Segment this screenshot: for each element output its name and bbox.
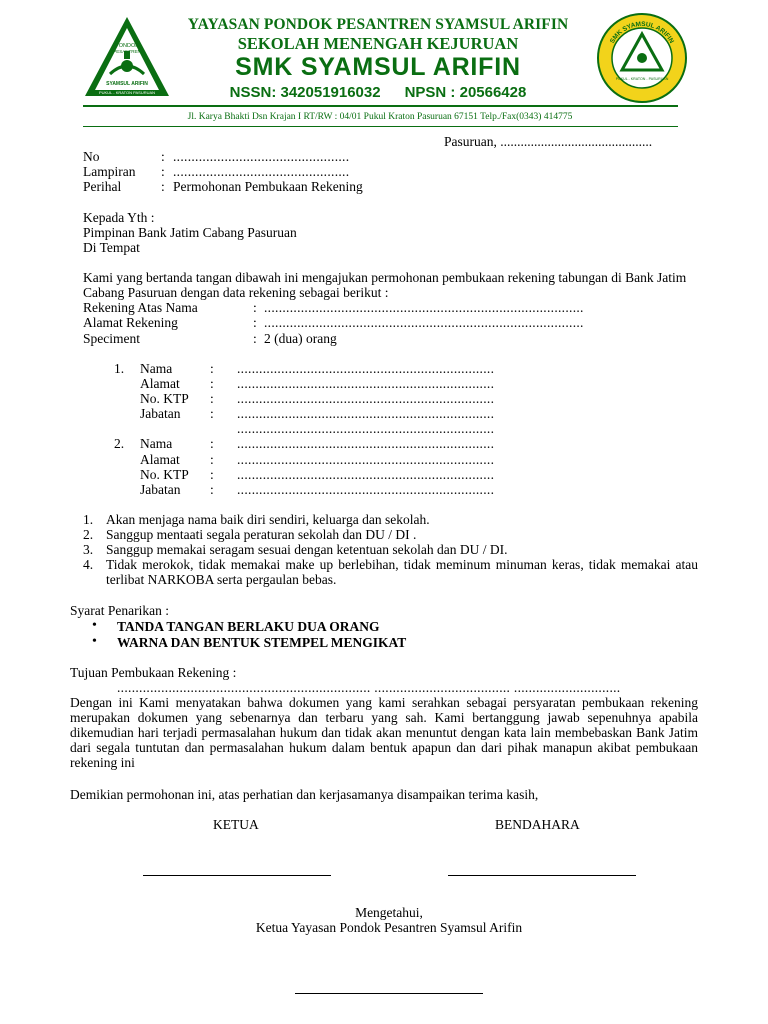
account-value-speciment: 2 (dua) orang bbox=[264, 331, 337, 346]
commitment-text: Sanggup memakai seragam sesuai dengan ketentuan sekolah dan DU / DI. bbox=[106, 542, 508, 557]
commitment-text: Sanggup mentaati segala peraturan sekolah dan DU / DI . bbox=[106, 527, 417, 542]
signatory-value: ...................................................................... bbox=[237, 452, 495, 467]
signatory-label: Alamat bbox=[140, 452, 180, 467]
signatory-label: Jabatan bbox=[140, 406, 181, 421]
signatory-value: ...................................................................... bbox=[237, 376, 495, 391]
signatory-sep: : bbox=[210, 391, 214, 406]
recipient-line-2: Pimpinan Bank Jatim Cabang Pasuruan bbox=[83, 225, 297, 240]
signatory-label: Nama bbox=[140, 436, 173, 451]
withdrawal-title: Syarat Penarikan : bbox=[70, 603, 169, 618]
signatory-sep: : bbox=[210, 376, 214, 391]
account-sep: : bbox=[253, 315, 257, 330]
signatory-label: Nama bbox=[140, 361, 173, 376]
field-value-no: ................................................ bbox=[173, 149, 350, 164]
bullet-icon: • bbox=[92, 634, 97, 649]
svg-text:SYAMSUL ARIFIN: SYAMSUL ARIFIN bbox=[106, 81, 148, 87]
field-sep: : bbox=[161, 149, 165, 164]
svg-text:PONDOK: PONDOK bbox=[115, 43, 139, 49]
signatory-sep: : bbox=[210, 436, 214, 451]
commitment-number: 1. bbox=[83, 512, 94, 527]
account-label-address: Alamat Rekening bbox=[83, 315, 178, 330]
letterhead-rule-bottom bbox=[83, 126, 678, 127]
signatory-value: ...................................................................... bbox=[237, 482, 495, 497]
letterhead-rule-top bbox=[83, 105, 678, 107]
account-label-name: Rekening Atas Nama bbox=[83, 300, 198, 315]
acknowledgement-label: Mengetahui, bbox=[355, 905, 423, 920]
commitment-number: 2. bbox=[83, 527, 94, 542]
recipient-line-1: Kepada Yth : bbox=[83, 210, 155, 225]
field-label-no: No bbox=[83, 149, 100, 164]
signatory-value: ...................................................................... bbox=[237, 361, 495, 376]
signatory-sep: : bbox=[210, 406, 214, 421]
commitment-number: 4. bbox=[83, 557, 94, 572]
foundation-logo bbox=[82, 14, 172, 100]
purpose-label: Tujuan Pembukaan Rekening : bbox=[70, 665, 237, 680]
field-value-lampiran: ................................................ bbox=[173, 164, 350, 179]
field-label-perihal: Perihal bbox=[83, 179, 122, 194]
closing-line: Demikian permohonan ini, atas perhatian dan kerjasamanya disampaikan terima kasih, bbox=[70, 787, 539, 802]
signature-title-treasurer: BENDAHARA bbox=[495, 817, 580, 832]
commitment-text: Tidak merokok, tidak memakai make up berlebihan, tidak meminum minuman keras, tidak memakai atau terlibat NARKOBA serta pergaulan bebas. bbox=[106, 557, 698, 587]
signatory-label: Alamat bbox=[140, 376, 180, 391]
account-sep: : bbox=[253, 331, 257, 346]
field-sep: : bbox=[161, 164, 165, 179]
signature-title-chairman: KETUA bbox=[213, 817, 259, 832]
signatory-label: No. KTP bbox=[140, 467, 189, 482]
svg-text:SMK SYAMSUL ARIFIN: SMK SYAMSUL ARIFIN bbox=[609, 20, 675, 45]
commitment-text: Akan menjaga nama baik diri sendiri, keluarga dan sekolah. bbox=[106, 512, 430, 527]
npsn-code: NPSN : 20566428 bbox=[404, 84, 527, 101]
signatory-number: 2. bbox=[114, 436, 125, 451]
signatory-label: Jabatan bbox=[140, 482, 181, 497]
school-logo bbox=[596, 12, 688, 104]
recipient-line-3: Di Tempat bbox=[83, 240, 140, 255]
intro-paragraph: Kami yang bertanda tangan dibawah ini mengajukan permohonan pembukaan rekening tabungan di Bank Jatim Cabang Pasuruan dengan data rekening sebagai berikut : bbox=[83, 270, 687, 300]
signatory-value: ...................................................................... bbox=[237, 391, 495, 406]
date-line: Pasuruan, ............................................. bbox=[444, 134, 653, 149]
field-sep: : bbox=[161, 179, 165, 194]
signature-line-treasurer bbox=[448, 875, 636, 876]
letterhead-address: Jl. Karya Bhakti Dsn Krajan I RT/RW : 04/01 Pukul Kraton Pasuruan 67151 Telp./Fax(0343) 414775 bbox=[187, 112, 573, 122]
field-value-perihal: Permohonan Pembukaan Rekening bbox=[173, 179, 363, 194]
field-label-lampiran: Lampiran bbox=[83, 164, 136, 179]
signature-line-foundation bbox=[295, 993, 483, 994]
bullet-icon: • bbox=[92, 618, 97, 633]
signatory-label: No. KTP bbox=[140, 391, 189, 406]
signatory-sep: : bbox=[210, 361, 214, 376]
nssn-code: NSSN: 342051916032 bbox=[229, 84, 381, 101]
signatory-number: 1. bbox=[114, 361, 125, 376]
acknowledgement-title: Ketua Yayasan Pondok Pesantren Syamsul Arifin bbox=[255, 920, 523, 935]
signatory-value: ...................................................................... bbox=[237, 421, 495, 436]
signatory-value: ...................................................................... bbox=[237, 406, 495, 421]
signatory-sep: : bbox=[210, 452, 214, 467]
statement-paragraph: Dengan ini Kami menyatakan bahwa dokumen yang kami serahkan sebagai persyaratan pembukaan rekening merupakan dokumen yang sebenarnya dan terbaru yang sah. Kami bertanggung jawab sepenuhnya apabila dikemudian hari terjadi permasalahan hukum dan tidak akan menuntut dengan kata lain membebaskan Bank Jatim dari segala tuntutan dan permasalahan hukum dalam bentuk apapun dan dari pihak manapun akibat pembukaan rekening ini bbox=[70, 695, 698, 770]
letterhead-school-name: SMK SYAMSUL ARIFIN bbox=[235, 53, 521, 81]
signatory-sep: : bbox=[210, 482, 214, 497]
letterhead-school-type: SEKOLAH MENENGAH KEJURUAN bbox=[237, 34, 519, 53]
signatory-value: ...................................................................... bbox=[237, 467, 495, 482]
svg-text:PUKUL - KRATON - PASURUAN: PUKUL - KRATON - PASURUAN bbox=[615, 77, 669, 81]
svg-text:PUKUL - KRATON PASURUAN: PUKUL - KRATON PASURUAN bbox=[98, 90, 156, 95]
account-value-name: ....................................................................................... bbox=[264, 300, 584, 315]
account-sep: : bbox=[253, 300, 257, 315]
signatory-sep: : bbox=[210, 467, 214, 482]
account-value-address: ....................................................................................... bbox=[264, 315, 584, 330]
commitment-number: 3. bbox=[83, 542, 94, 557]
withdrawal-item: WARNA DAN BENTUK STEMPEL MENGIKAT bbox=[117, 635, 407, 650]
account-label-speciment: Speciment bbox=[83, 331, 140, 346]
letterhead-foundation: YAYASAN PONDOK PESANTREN SYAMSUL ARIFIN bbox=[187, 16, 569, 33]
purpose-dots: ..................................................................... ..................................... ............................. bbox=[117, 680, 621, 695]
signatory-value: ...................................................................... bbox=[237, 436, 495, 451]
svg-text:PESANTREN: PESANTREN bbox=[113, 49, 141, 54]
signature-line-chairman bbox=[143, 875, 331, 876]
withdrawal-item: TANDA TANGAN BERLAKU DUA ORANG bbox=[117, 619, 380, 634]
letterhead-codes bbox=[178, 84, 578, 101]
